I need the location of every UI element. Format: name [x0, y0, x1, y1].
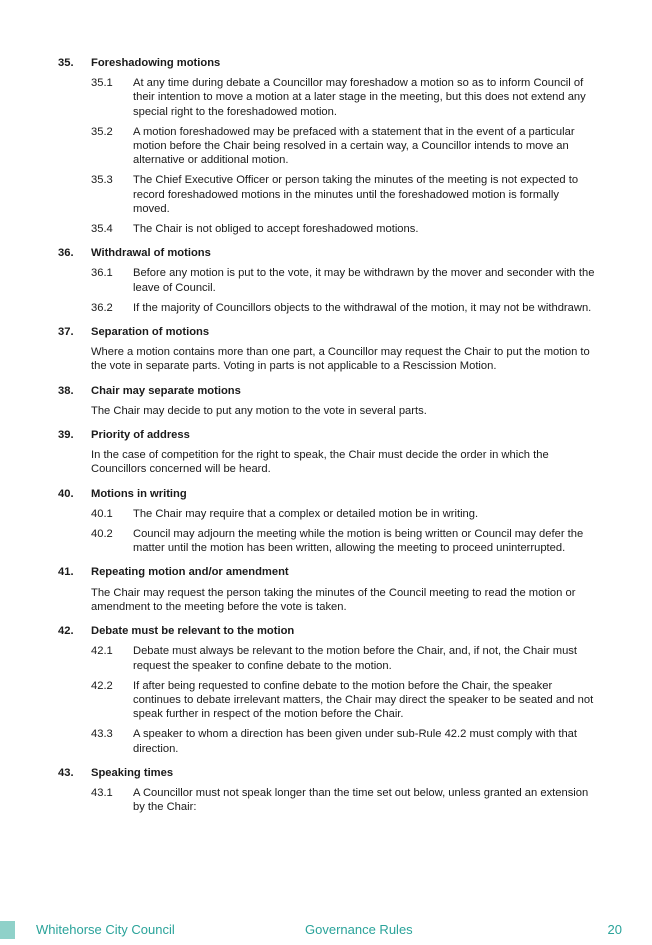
subsection-number: 42.2 — [91, 679, 113, 692]
section-heading — [58, 384, 598, 398]
section-41 — [58, 565, 598, 614]
section-37 — [58, 325, 598, 374]
subsection-text: A speaker to whom a direction has been given under sub-Rule 42.2 must comply with that direction. — [133, 728, 578, 755]
subsection-number: 36.1 — [91, 267, 113, 280]
section-title: Speaking times — [91, 766, 174, 779]
section-number: 42. — [58, 625, 74, 638]
section-35 — [58, 56, 598, 236]
subsection — [91, 679, 598, 722]
section-heading — [58, 565, 598, 579]
subsection — [91, 301, 598, 315]
subsection-number: 43.1 — [91, 786, 113, 799]
subsection-text: Council may adjourn the meeting while the motion is being written or Council may defer the matter until the motion has been written, allowing the meeting to proceed uninterrupted. — [133, 528, 584, 555]
section-title: Priority of address — [91, 429, 190, 442]
section-heading — [58, 766, 598, 780]
subsection — [91, 76, 598, 119]
subsection — [91, 125, 598, 168]
section-paragraph: The Chair may request the person taking the minutes of the Council meeting to read the motion or amendment to the meeting before the vote is taken. — [91, 586, 576, 613]
section-number: 35. — [58, 57, 74, 69]
section-heading — [58, 428, 598, 442]
document-body — [58, 56, 598, 824]
subsection-text: If after being requested to confine debate to the motion before the Chair, the speaker continues to debate irrelevant matters, the Chair may direct the speaker to be seated and not speak further in respect of the motion before the Chair. — [133, 679, 594, 721]
subsection — [91, 527, 598, 555]
subsection — [91, 727, 598, 755]
section-39 — [58, 428, 598, 477]
subsection-number: 36.2 — [91, 301, 113, 314]
subsection-text: A Councillor must not speak longer than the time set out below, unless granted an extension by the Chair: — [133, 786, 589, 814]
section-heading — [58, 56, 598, 70]
subsection-text: The Chair is not obliged to accept foreshadowed motions. — [133, 223, 419, 236]
subsection-number: 40.2 — [91, 528, 113, 541]
section-number: 36. — [58, 247, 74, 260]
subsection-text: If the majority of Councillors objects to the withdrawal of the motion, it may not be withdrawn. — [133, 301, 592, 314]
section-heading — [58, 246, 598, 260]
footer-accent-square — [0, 921, 15, 939]
subsection-number: 35.3 — [91, 174, 113, 187]
subsection-text: Debate must always be relevant to the motion before the Chair, and, if not, the Chair must request the speaker to confine debate to the motion. — [133, 645, 578, 672]
subsection — [91, 644, 598, 672]
section-heading — [58, 487, 598, 501]
footer-page-number: 20 — [607, 922, 622, 937]
section-number: 40. — [58, 487, 74, 500]
footer-document-title: Governance Rules — [305, 922, 413, 937]
subsection-text: The Chair may require that a complex or detailed motion be in writing. — [133, 507, 479, 520]
subsection — [91, 786, 598, 814]
section-heading — [58, 325, 598, 339]
section-43 — [58, 766, 598, 815]
subsection-number: 40.1 — [91, 507, 113, 520]
section-title: Motions in writing — [91, 487, 187, 500]
subsection-number: 35.2 — [91, 125, 113, 138]
section-title: Withdrawal of motions — [91, 247, 211, 260]
section-number: 38. — [58, 384, 74, 397]
section-number: 39. — [58, 429, 74, 442]
section-title: Separation of motions — [91, 326, 210, 339]
section-title: Debate must be relevant to the motion — [91, 625, 295, 638]
section-number: 43. — [58, 766, 74, 779]
section-number: 37. — [58, 326, 74, 339]
subsection-number: 35.4 — [91, 223, 113, 236]
subsection — [91, 222, 598, 236]
section-title: Chair may separate motions — [91, 384, 241, 397]
subsection-text: The Chief Executive Officer or person taking the minutes of the meeting is not expected to record foreshadowed motions in the minutes until the foreshadowed motion is formally moved. — [133, 174, 579, 215]
section-title: Foreshadowing motions — [91, 57, 221, 69]
subsection-text: Before any motion is put to the vote, it may be withdrawn by the mover and seconder with the leave of Council. — [133, 267, 595, 294]
subsection-text: At any time during debate a Councillor may foreshadow a motion so as to inform Council of their intention to move a motion at a later stage in the meeting, but this does not extend any special right to the foreshadowed motion. — [133, 77, 586, 118]
subsection-number: 35.1 — [91, 77, 113, 90]
section-paragraph: The Chair may decide to put any motion to the vote in several parts. — [91, 404, 427, 417]
subsection-number: 42.1 — [91, 645, 113, 658]
section-number: 41. — [58, 566, 74, 579]
section-38 — [58, 384, 598, 418]
section-paragraph: Where a motion contains more than one part, a Councillor may request the Chair to put the motion to the vote in separate parts. Voting in parts is not applicable to a Rescission Motion. — [91, 346, 590, 373]
section-40 — [58, 487, 598, 556]
subsection-text: A motion foreshadowed may be prefaced with a statement that in the event of a particular motion before the Chair being resolved in a certain way, a Councillor intends to move an alternative or additional motion. — [133, 125, 575, 167]
section-paragraph: In the case of competition for the right to speak, the Chair must decide the order in which the Councillors concerned will be heard. — [91, 449, 549, 476]
section-42 — [58, 624, 598, 756]
page-footer — [0, 921, 652, 941]
subsection — [91, 266, 598, 294]
section-36 — [58, 246, 598, 315]
footer-council-name: Whitehorse City Council — [36, 922, 175, 937]
subsection — [91, 173, 598, 216]
subsection-number: 43.3 — [91, 728, 113, 741]
subsection — [91, 507, 598, 521]
section-heading — [58, 624, 598, 638]
section-title: Repeating motion and/or amendment — [91, 566, 289, 579]
